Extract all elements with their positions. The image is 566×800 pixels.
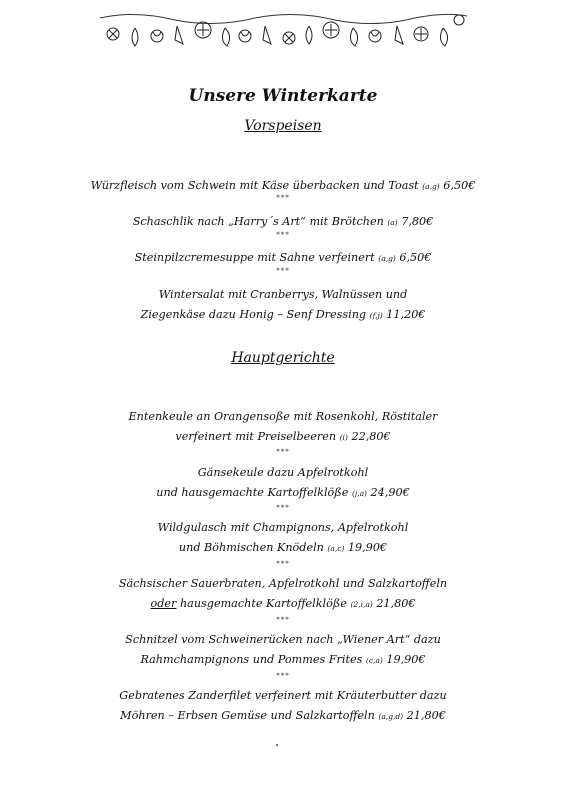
item-text: Entenkeule an Orangensoße mit Rosenkohl, Röstitaler — [128, 410, 438, 423]
menu-item — [0, 407, 566, 448]
menu-title: Unsere Winterkarte — [188, 86, 378, 106]
menu-item — [0, 518, 566, 559]
menu-item — [0, 574, 566, 615]
allergen-code: (i) — [339, 433, 348, 442]
separator: *** — [276, 231, 290, 239]
separator: *** — [276, 504, 290, 512]
item-price: 6,50€ — [399, 251, 432, 264]
allergen-code: (2,i,a) — [350, 600, 373, 609]
item-text: Wildgulasch mit Champignons, Apfelrotkohl — [157, 521, 409, 534]
item-text: verfeinert mit Preiselbeeren — [175, 430, 337, 443]
item-price: 24,90€ — [370, 486, 410, 499]
menu-item — [0, 463, 566, 504]
item-price: 7,80€ — [401, 215, 434, 228]
separator: *** — [276, 560, 290, 568]
item-price: 21,80€ — [406, 709, 446, 722]
item-text: Wintersalat mit Cranberrys, Walnüssen und — [158, 288, 408, 301]
item-text: und hausgemachte Kartoffelklöße — [156, 486, 349, 499]
item-text: Gänsekeule dazu Apfelrotkohl — [197, 466, 369, 479]
allergen-code: (a,c) — [327, 544, 345, 553]
separator: *** — [276, 672, 290, 680]
menu-item — [0, 285, 566, 326]
holly-ornament-garland-icon — [95, 8, 470, 53]
item-price: 21,80€ — [376, 597, 416, 610]
item-text: Ziegenkäse dazu Honig – Senf Dressing — [140, 308, 367, 321]
separator: *** — [276, 194, 290, 202]
section-heading-starters: Vorspeisen — [244, 118, 322, 134]
separator: *** — [276, 616, 290, 624]
menu-item — [0, 630, 566, 671]
item-text: Rahmchampignons und Pommes Frites — [140, 653, 363, 666]
allergen-code: (a,g,d) — [378, 712, 404, 721]
item-text: Schaschlik nach „Harry´s Art“ mit Brötchen — [132, 215, 384, 228]
allergen-code: (a,g) — [378, 254, 396, 263]
menu-item — [0, 686, 566, 727]
menu-item — [0, 212, 566, 233]
item-price: 11,20€ — [386, 308, 426, 321]
item-text: Steinpilzcremesuppe mit Sahne verfeinert — [134, 251, 375, 264]
allergen-code: (a,g) — [422, 182, 440, 191]
allergen-code: (a) — [387, 218, 398, 227]
item-text: Sächsischer Sauerbraten, Apfelrotkohl und Salzkartoffeln — [118, 577, 448, 590]
item-price: 19,90€ — [386, 653, 426, 666]
item-price: 22,80€ — [351, 430, 391, 443]
allergen-code: (j,a) — [351, 489, 367, 498]
separator: *** — [276, 267, 290, 275]
item-text: Schnitzel vom Schweinerücken nach „Wiener Art“ dazu — [125, 633, 441, 646]
item-text-emphasis: oder — [150, 597, 177, 610]
menu-item — [0, 248, 566, 269]
allergen-code: (f,j) — [369, 311, 383, 320]
section-heading-mains: Hauptgerichte — [231, 350, 335, 366]
item-price: 19,90€ — [347, 541, 388, 554]
item-price: 6,50€ — [443, 179, 476, 192]
item-text: und Böhmischen Knödeln — [178, 541, 324, 554]
item-text: Gebratenes Zanderfilet verfeinert mit Kräuterbutter dazu — [119, 689, 447, 702]
item-text: hausgemachte Kartoffelklöße — [179, 597, 347, 610]
item-text: Möhren – Erbsen Gemüse und Salzkartoffeln — [120, 709, 375, 722]
allergen-code: (c,a) — [365, 656, 383, 665]
item-text: Würzfleisch vom Schwein mit Käse überbacken und Toast — [90, 179, 419, 192]
decorative-dot — [276, 744, 278, 746]
separator: *** — [276, 448, 290, 456]
